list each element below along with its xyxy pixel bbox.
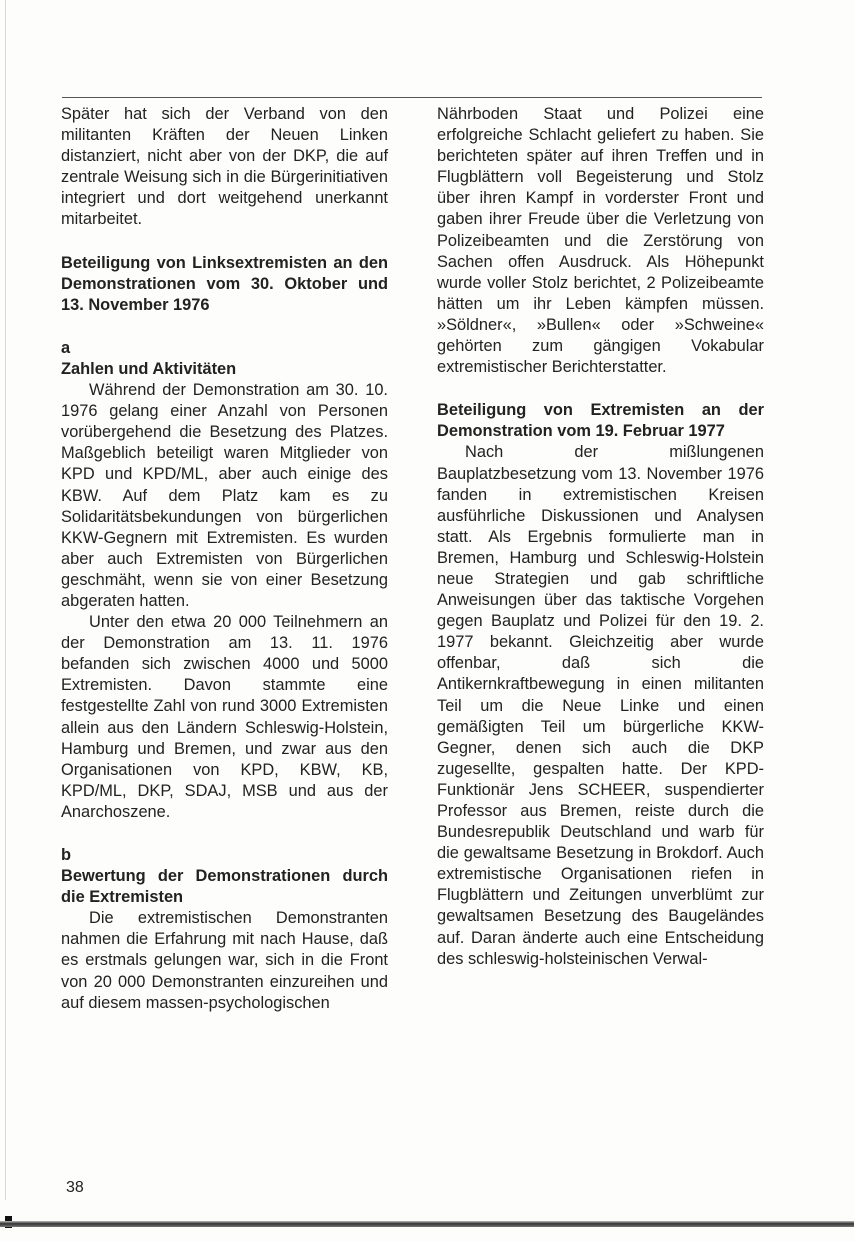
- subsection-letter: a: [61, 338, 71, 357]
- page-number: 38: [66, 1179, 84, 1196]
- left-column: [61, 104, 388, 1014]
- paragraph: Während der Demonstration am 30. 10. 1976 gelang einer Anzahl von Personen vorübergehend die Besetzung des Platzes. Maßgeblich beteiligt waren Mitglieder von KPD und KPD/ML, aber auch einige des KBW. Auf dem Platz kam es zu Solidaritätsbekundungen von bürgerlichen KKW-Gegnern mit Extremisten. Es wurden aber auch Extremisten von Bürgerlichen geschmäht, wenn sie von einer Besetzung abgeraten hatten.: [61, 381, 388, 610]
- paragraph: Die extremistischen Demonstranten nahmen die Erfahrung mit nach Hause, daß es erstmals gelungen war, sich in die Front von 20 000 Demonstranten einzureihen und auf diesem massen-psychologischen: [61, 909, 388, 1012]
- section-heading: Beteiligung von Extremisten an der Demonstration vom 19. Februar 1977: [437, 401, 764, 441]
- scan-bottom-edge: [0, 1221, 854, 1227]
- scan-edge-line: [5, 0, 6, 1200]
- subsection-title: Bewertung der Demonstrationen durch die Extremisten: [61, 867, 388, 907]
- paragraph: Nach der mißlungenen Bauplatzbesetzung vom 13. November 1976 fanden in extremistischen Kreisen ausführliche Diskussionen und Analysen statt. Als Ergebnis formulierte man in Bremen, Hamburg und Schleswig-Holstein neue Strategien und gab schriftliche Anweisungen über das taktische Vorgehen gegen Bauplatz und Polizei für den 19. 2. 1977 bekannt. Gleichzeitig aber wurde offenbar, daß sich die Antikernkraftbewegung in einen militanten Teil um die Neue Linke und einen gemäßigten Teil um bürgerliche KKW-Gegner, denen sich auch die DKP zugesellte, gespalten hatte. Der KPD-Funktionär Jens SCHEER, suspendierter Professor aus Bremen, reiste durch die Bundesrepublik Deutschland und warb für die gewaltsame Besetzung in Brokdorf. Auch extremistische Organisationen riefen in Flugblättern und Zeitungen unverblümt zur gewaltsamen Besetzung des Baugeländes auf. Daran änderte auch eine Entscheidung des schleswig-holsteinischen Verwal-: [437, 443, 764, 968]
- header-rule: [62, 97, 762, 98]
- paragraph: Unter den etwa 20 000 Teilnehmern an der Demonstration am 13. 11. 1976 befanden sich zwischen 4000 und 5000 Extremisten. Davon stammte eine festgestellte Zahl von rund 3000 Extremisten allein aus den Ländern Schleswig-Holstein, Hamburg und Bremen, und zwar aus den Organisationen von KPD, KBW, KB, KPD/ML, DKP, SDAJ, MSB und aus der Anarchoszene.: [61, 613, 388, 821]
- subsection-letter: b: [61, 846, 72, 864]
- right-column: [437, 104, 764, 970]
- section-heading: Beteiligung von Linksextremisten an den Demonstrationen vom 30. Oktober und 13. November 1976: [61, 253, 388, 314]
- paragraph: Später hat sich der Verband von den militanten Kräften der Neuen Linken distanziert, nicht aber von der DKP, die auf zentrale Weisung sich in die Bürgerinitiativen integriert und dort weitgehend unerkannt mitarbeitet.: [61, 105, 388, 229]
- paragraph: Nährboden Staat und Polizei eine erfolgreiche Schlacht geliefert zu haben. Sie berichteten später auf ihren Treffen und in Flugblättern voll Begeisterung und Stolz über ihren Kampf in vorderster Front und gaben ihrer Freude über die Verletzung von Polizeibeamten und die Zerstörung von Sachen offen Ausdruck. Als Höhepunkt wurde voller Stolz berichtet, 2 Polizeibeamte hätten um ihr Leben kämpfen müssen. »Söldner«, »Bullen« oder »Schweine« gehörten zum gängigen Vokabular extremistischer Berichterstatter.: [437, 105, 764, 377]
- subsection-title: Zahlen und Aktivitäten: [61, 359, 237, 378]
